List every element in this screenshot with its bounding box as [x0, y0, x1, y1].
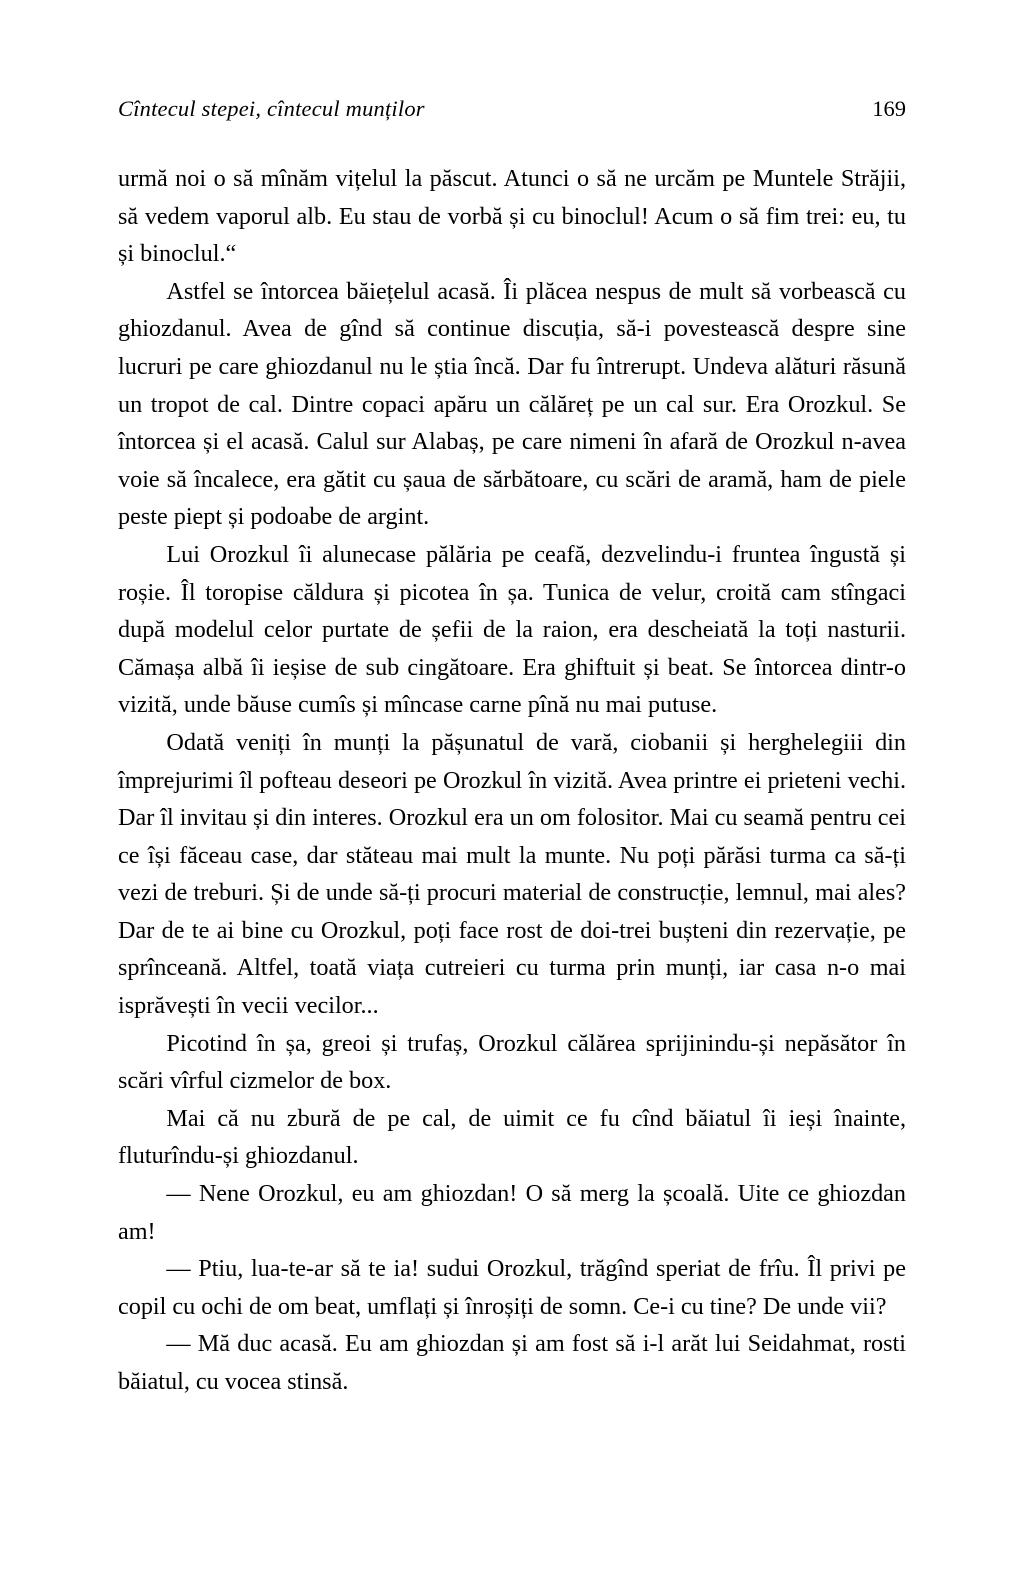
paragraph: — Nene Orozkul, eu am ghiozdan! O să merg la școală. Uite ce ghiozdan am! [118, 1180, 906, 1245]
paragraph: Astfel se întorcea băiețelul acasă. Îi plăcea nespus de mult să vorbească cu ghiozdanul. Avea de gînd să continue discuția, să-i povestească despre sine lucruri pe care ghiozdanul nu le știa încă. Dar fu întrerupt. Undeva alături răsună un tropot de cal. Dintre copaci apăru un călăreț pe un cal sur. Era Orozkul. Se întorcea și el acasă. Calul sur Alabaș, pe care nimeni în afară de Orozkul n-avea voie să încalece, era gătit cu șaua de sărbătoare, cu scări de aramă, ham de piele peste piept și podoabe de argint. [118, 277, 906, 531]
body-text [118, 160, 906, 1401]
running-title: Cîntecul stepei, cîntecul munților [118, 96, 425, 121]
page-number: 169 [872, 96, 906, 121]
paragraph: Picotind în șa, greoi și trufaș, Orozkul călărea sprijinindu-și nepăsător în scări vîrful cizmelor de box. [118, 1029, 906, 1095]
paragraph: Mai că nu zbură de pe cal, de uimit ce fu cînd băiatul îi ieși înainte, fluturîndu-și ghiozdanul. [118, 1104, 906, 1170]
paragraph: — Mă duc acasă. Eu am ghiozdan și am fost să i-l arăt lui Seidahmat, rosti băiatul, cu vocea stinsă. [118, 1330, 906, 1395]
paragraph: urmă noi o să mînăm vițelul la păscut. Atunci o să ne urcăm pe Muntele Străjii, să vedem vaporul alb. Eu stau de vorbă și cu binoclul! Acum o să fim trei: eu, tu și binoclul.“ [118, 165, 906, 268]
paragraph: — Ptiu, lua-te-ar să te ia! sudui Orozkul, trăgînd speriat de frîu. Îl privi pe copil cu ochi de om beat, umflați și înroșiți de somn. Ce-i cu tine? De unde vii? [118, 1255, 906, 1320]
running-head [118, 96, 906, 122]
paragraph: Lui Orozkul îi alunecase pălăria pe ceafă, dezvelindu-i fruntea îngustă și roșie. Îl toropise căldura și picotea în șa. Tunica de velur, croită cam stîngaci după modelul celor purtate de șefii de la raion, era descheiată la toți nasturii. Cămașa albă îi ieșise de sub cingătoare. Era ghiftuit și beat. Se întorcea dintr-o vizită, unde băuse cumîs și mîncase carne pînă nu mai putuse. [118, 540, 906, 719]
paragraph: Odată veniți în munți la pășunatul de vară, ciobanii și herghelegiii din împrejurimi îl pofteau deseori pe Orozkul în vizită. Avea printre ei prieteni vechi. Dar îl invitau și din interes. Orozkul era un om folositor. Mai cu seamă pentru cei ce își făceau case, dar stăteau mai mult la munte. Nu poți părăsi turma ca să-ți vezi de treburi. Și de unde să-ți procuri material de construcție, lemnul, mai ales? Dar de te ai bine cu Orozkul, poți face rost de doi-trei bușteni din rezervație, pe sprînceană. Altfel, toată viața cutreieri cu turma prin munți, iar casa n-o mai isprăvești în vecii vecilor... [118, 728, 906, 1020]
